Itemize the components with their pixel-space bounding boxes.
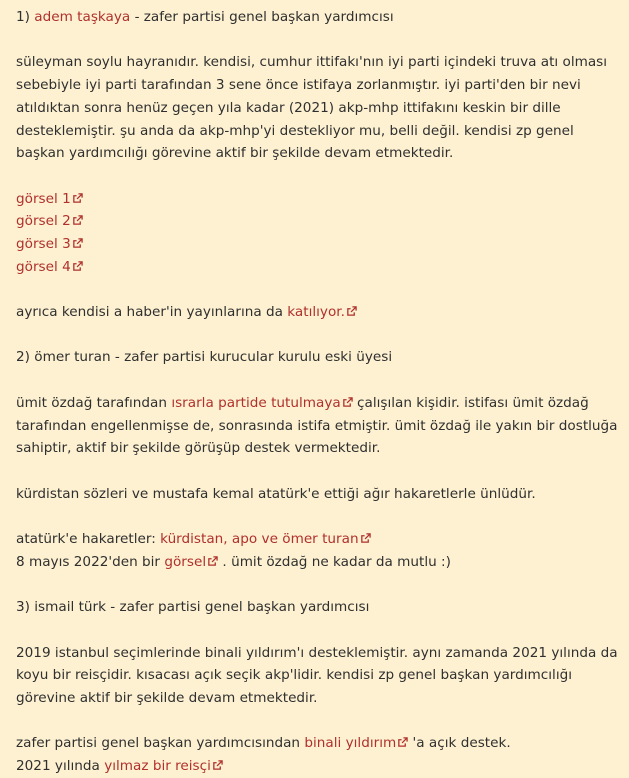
section-2-paragraph-2: kürdistan sözleri ve mustafa kemal atatürk'e ettiği ağır hakaretlerle ünlüdür. bbox=[16, 485, 536, 502]
katiliyor-link[interactable]: katılıyor. bbox=[287, 304, 345, 321]
yilmaz-text-pre: 2021 yılında bbox=[16, 758, 105, 775]
israrla-link[interactable]: ısrarla partide tutulmaya bbox=[171, 394, 341, 411]
external-link-icon bbox=[72, 215, 83, 226]
section-2-header: 2) ömer turan - zafer partisi kurucular kurulu eski üyesi bbox=[16, 349, 393, 366]
external-link-icon bbox=[212, 760, 223, 771]
may-text-post: . ümit özdağ ne kadar da mutlu :) bbox=[218, 553, 451, 570]
binali-line bbox=[16, 732, 619, 755]
a-haber-text: ayrıca kendisi a haber'in yayınlarına da bbox=[16, 304, 288, 321]
section-3-links bbox=[16, 732, 619, 777]
section-2-paragraph-1 bbox=[16, 392, 619, 460]
kurdistan-link[interactable]: kürdistan, apo ve ömer turan bbox=[160, 531, 359, 548]
section-1-role: - zafer partisi genel başkan yardımcısı bbox=[130, 9, 394, 25]
a-haber-paragraph bbox=[16, 301, 619, 324]
section-1-paragraph: süleyman soylu hayranıdır. kendisi, cumhur ittifakı'nın iyi parti içindeki truva atı olması sebebiyle iyi parti tarafından 3 sene önce istifaya zorlanmıştır. iyi parti'den bir nevi atıldıktan sonra henüz geçen yıla kadar (2021) akp-mhp ittifakını keskin bir dille desteklemiştir. şu anda da akp-mhp'yi destekliyor mu, belli değil. kendisi zp genel başkan yardımcılığı görevine aktif bir şekilde devam etmektedir. bbox=[16, 54, 608, 162]
may-line bbox=[16, 551, 619, 574]
gorsel-1-line bbox=[16, 188, 619, 211]
yilmaz-link[interactable]: yılmaz bir reisçi bbox=[104, 758, 211, 775]
external-link-icon bbox=[72, 261, 83, 272]
gorsel-3-link[interactable]: görsel 3 bbox=[16, 236, 71, 252]
section-3-header: 3) ismail türk - zafer partisi genel başkan yardımcısı bbox=[16, 599, 370, 616]
section-2-text-post: çalışılan kişidir. istifası ümit özdağ tarafından engellenmişse de, sonrasında istifa etmiştir. ümit özdağ ile yakın bir dostluğa sahiptir, aktif bir şekilde görüşüp destek vermektedir. bbox=[16, 394, 618, 457]
gorsel-4-line bbox=[16, 256, 619, 279]
may-text-pre: 8 mayıs 2022'den bir bbox=[16, 553, 165, 570]
external-link-icon bbox=[72, 238, 83, 249]
binali-text-pre: zafer partisi genel başkan yardımcısından bbox=[16, 735, 305, 752]
gorsel-2-line bbox=[16, 210, 619, 233]
section-1-links bbox=[16, 188, 619, 279]
section-3-paragraph: 2019 istanbul seçimlerinde binali yıldırım'ı desteklemiştir. aynı zamanda 2021 yılında da koyu bir reisçidir. kısacası açık seçik akp'lidir. kendisi zp genel başkan yardımcılığı görevine aktif bir şekilde devam etmektedir. bbox=[16, 644, 618, 706]
external-link-icon bbox=[342, 397, 353, 408]
external-link-icon bbox=[72, 193, 83, 204]
ataturk-text: atatürk'e hakaretler: bbox=[16, 531, 161, 548]
may-gorsel-link[interactable]: görsel bbox=[164, 553, 207, 570]
binali-link[interactable]: binali yıldırım bbox=[304, 735, 397, 752]
section-2-text-pre: ümit özdağ tarafından bbox=[16, 394, 172, 411]
external-link-icon bbox=[346, 306, 357, 317]
ataturk-line bbox=[16, 528, 619, 551]
external-link-icon bbox=[397, 737, 408, 748]
external-link-icon bbox=[207, 556, 218, 567]
yilmaz-line bbox=[16, 755, 619, 778]
gorsel-1-link[interactable]: görsel 1 bbox=[16, 190, 71, 207]
section-1-number: 1) bbox=[16, 9, 35, 25]
binali-text-post: 'a açık destek. bbox=[408, 735, 511, 752]
gorsel-4-link[interactable]: görsel 4 bbox=[16, 258, 71, 275]
gorsel-3-line bbox=[16, 233, 619, 256]
adem-taskaya-link[interactable]: adem taşkaya bbox=[34, 9, 131, 25]
section-2-paragraph-3 bbox=[16, 528, 619, 573]
gorsel-2-link[interactable]: görsel 2 bbox=[16, 213, 71, 230]
section-1-header bbox=[16, 6, 619, 29]
external-link-icon bbox=[360, 533, 371, 544]
